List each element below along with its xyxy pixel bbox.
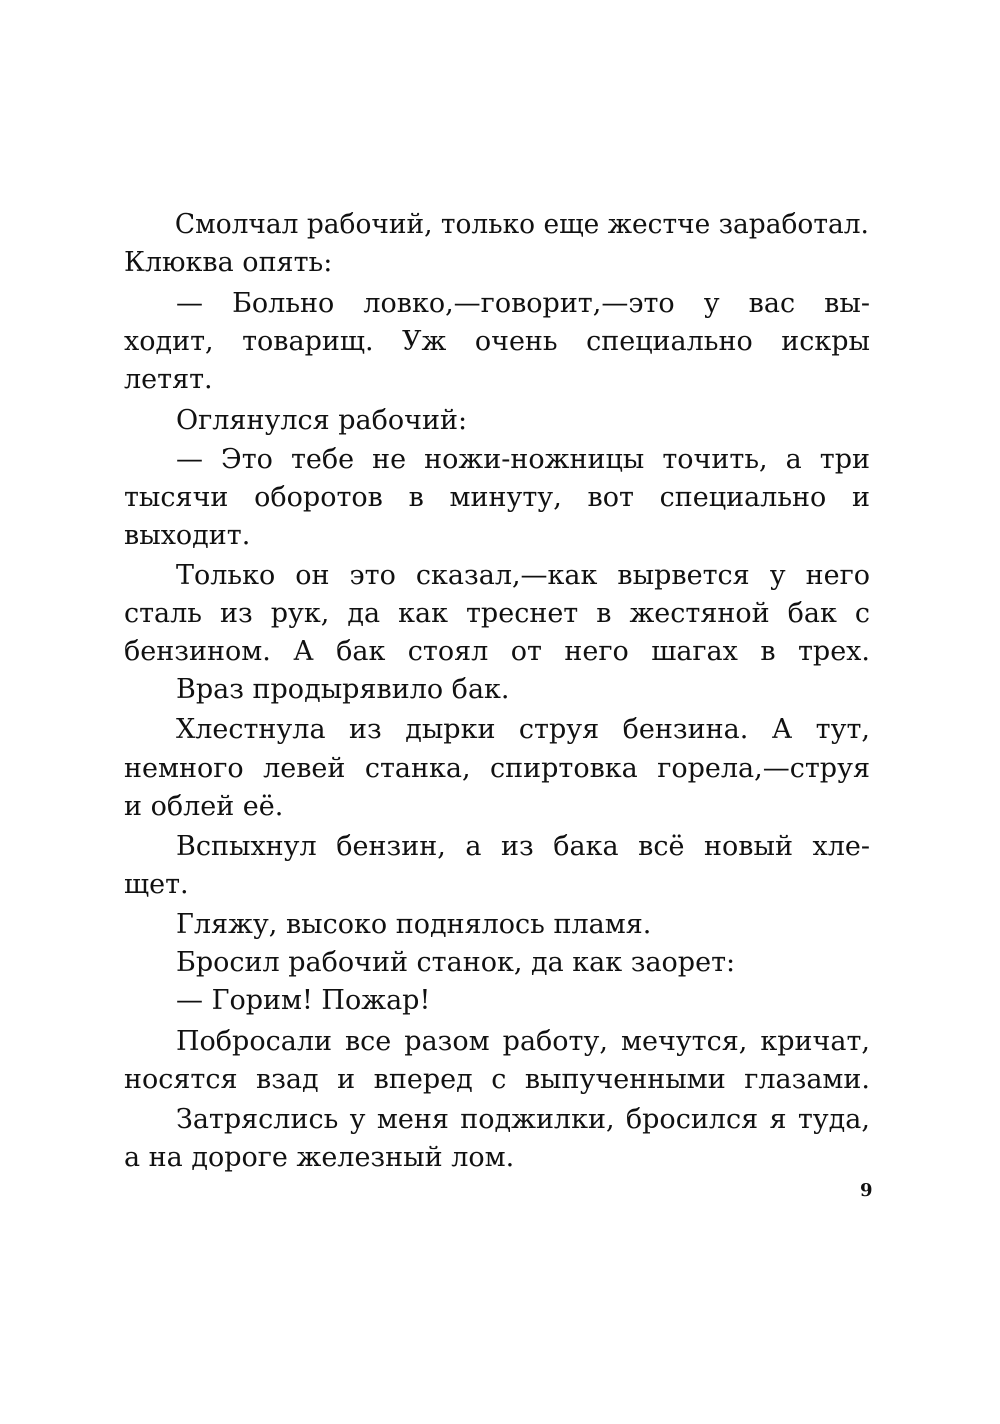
text-line: сталь из рук, да как треснет в жестяной бак с — [124, 598, 870, 629]
text-line: и облей её. — [124, 791, 284, 822]
text-line: щет. — [124, 869, 189, 900]
text-line: Враз продырявило бак. — [176, 674, 510, 705]
text-line: — Горим! Пожар! — [176, 985, 431, 1016]
text-line: Смолчал рабочий, только еще жестче заработал. — [174, 209, 869, 240]
page-number: 9 — [860, 1180, 873, 1201]
text-line: тысячи оборотов в минуту, вот специально и — [124, 482, 870, 513]
text-line: — Больно ловко,—говорит,—это у вас вы- — [176, 288, 870, 319]
text-line: ходит, товарищ. Уж очень специально искры — [124, 326, 870, 357]
text-line: бензином. А бак стоял от него шагах в трех. — [124, 636, 870, 667]
text-line: носятся взад и вперед с выпученными глазами. — [124, 1064, 870, 1095]
text-line: Хлестнула из дырки струя бензина. А тут, — [176, 714, 870, 745]
text-line: Гляжу, высоко поднялось пламя. — [176, 909, 652, 940]
text-line: Клюква опять: — [124, 247, 333, 278]
text-line: Затряслись у меня поджилки, бросился я туда, — [176, 1104, 870, 1135]
text-line: — Это тебе не ножи-ножницы точить, а три — [176, 444, 870, 475]
text-line: выходит. — [124, 520, 251, 551]
text-line: Оглянулся рабочий: — [176, 405, 468, 436]
text-line: Вспыхнул бензин, а из бака всё новый хле- — [176, 831, 870, 862]
text-line: летят. — [124, 364, 213, 395]
text-line: Побросали все разом работу, мечутся, кричат, — [176, 1026, 870, 1057]
text-line: Бросил рабочий станок, да как заорет: — [176, 947, 736, 978]
text-line: а на дороге железный лом. — [124, 1142, 515, 1173]
text-line: Только он это сказал,—как вырвется у него — [176, 560, 870, 591]
text-line: немного левей станка, спиртовка горела,—струя — [124, 753, 870, 784]
